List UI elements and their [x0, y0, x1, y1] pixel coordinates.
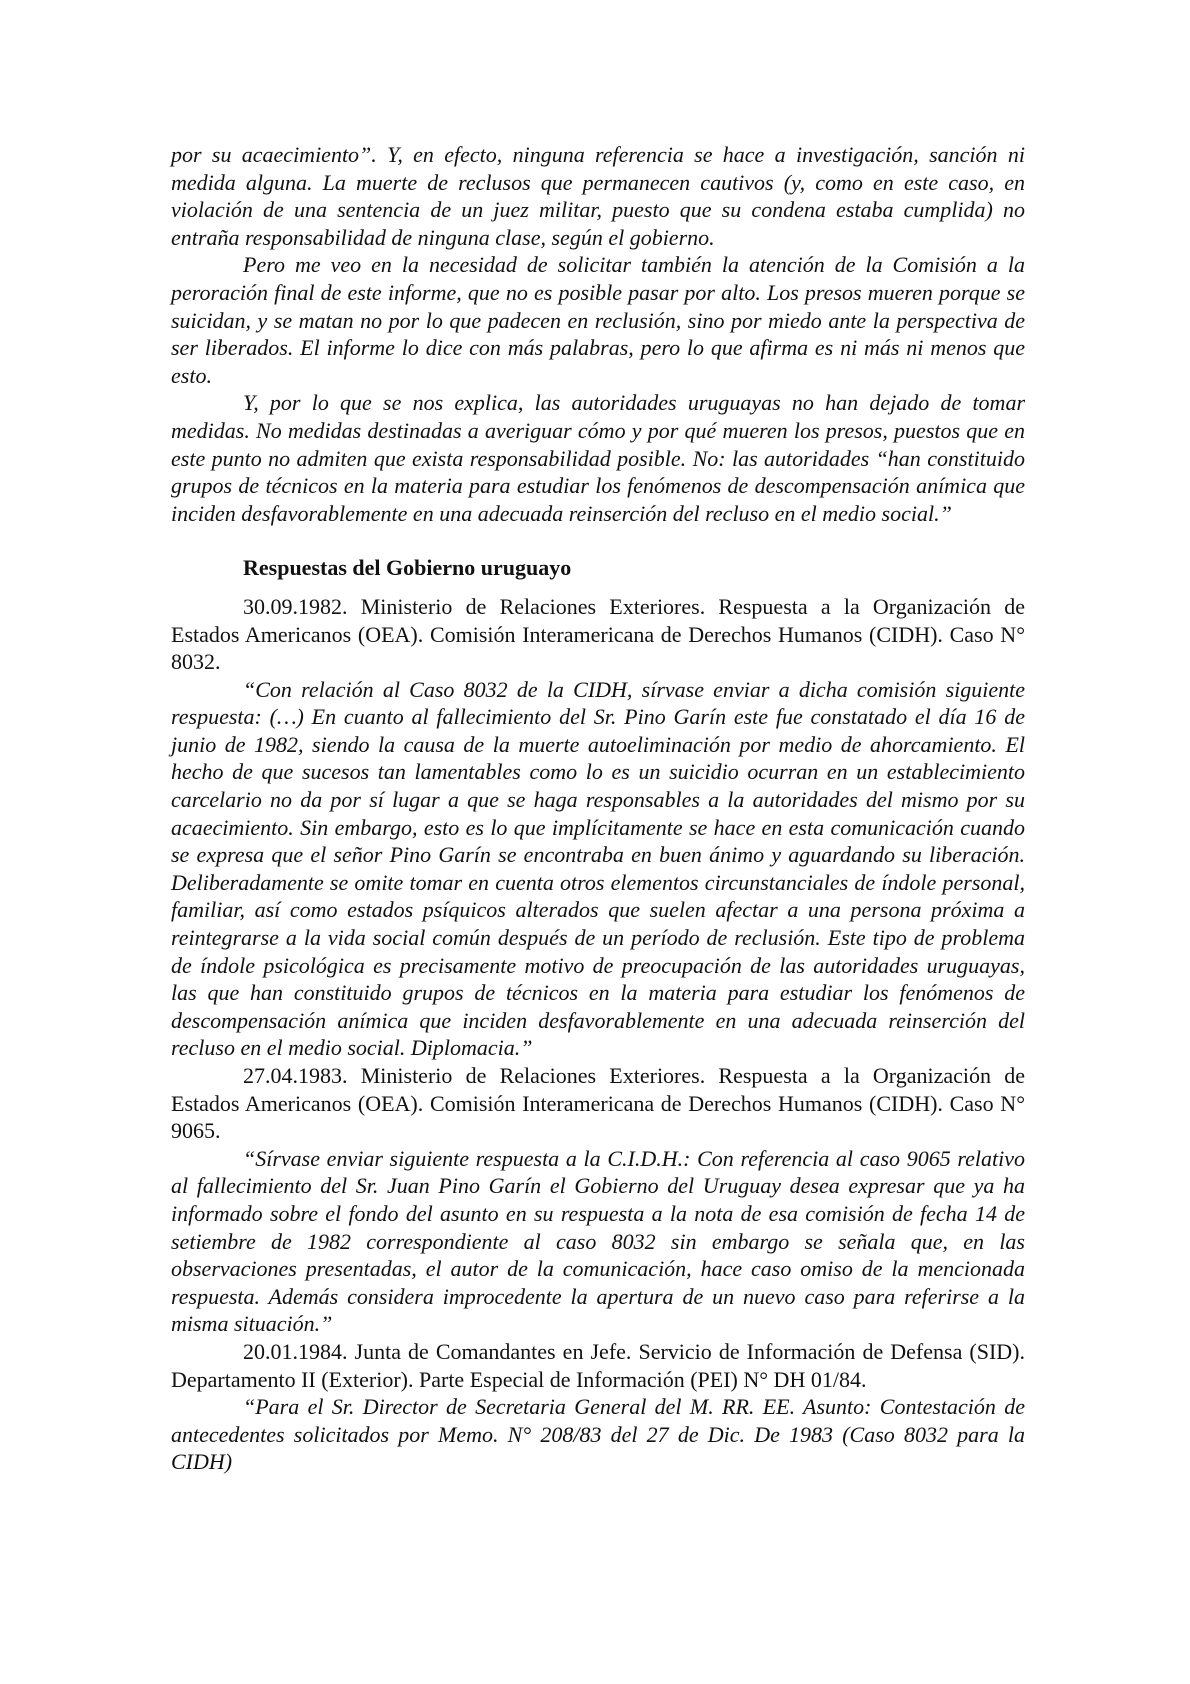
document-page	[171, 141, 1025, 1476]
entry-3-header: 20.01.1984. Junta de Comandantes en Jefe. Servicio de Información de Defensa (SID). Departamento II (Exterior). Parte Especial de Información (PEI) N° DH 01/84.	[171, 1338, 1025, 1392]
entry-2-quote: “Sírvase enviar siguiente respuesta a la C.I.D.H.: Con referencia al caso 9065 relativo al fallecimiento del Sr. Juan Pino Garín el Gobierno del Uruguay desea expresar que ya ha informado sobre el fondo del asunto en su respuesta a la nota de esa comisión de fecha 14 de setiembre de 1982 correspondiente al caso 8032 sin embargo se señala que, en las observaciones presentadas, el autor de la comunicación, hace caso omiso de la mencionada respuesta. Además considera improcedente la apertura de un nuevo caso para referirse a la misma situación.”	[171, 1145, 1025, 1337]
intro-paragraph-2: Pero me veo en la necesidad de solicitar también la atención de la Comisión a la peroración final de este informe, que no es posible pasar por alto. Los presos mueren porque se suicidan, y se matan no por lo que padecen en reclusión, sino por miedo ante la perspectiva de ser liberados. El informe lo dice con más palabras, pero lo que afirma es ni más ni menos que esto.	[171, 252, 1025, 388]
section-heading: Respuestas del Gobierno uruguayo	[243, 555, 572, 581]
entry-2-header: 27.04.1983. Ministerio de Relaciones Exteriores. Respuesta a la Organización de Estados Americanos (OEA). Comisión Interamericana de Derechos Humanos (CIDH). Caso N° 9065.	[171, 1063, 1025, 1144]
intro-paragraph-1: por su acaecimiento”. Y, en efecto, ninguna referencia se hace a investigación, sanción ni medida alguna. La muerte de reclusos que permanecen cautivos (y, como en este caso, en violación de una sentencia de un juez militar, puesto que su condena estaba cumplida) no entraña responsabilidad de ninguna clase, según el gobierno.	[171, 142, 1025, 250]
entry-3-quote: “Para el Sr. Director de Secretaria General del M. RR. EE. Asunto: Contestación de antecedentes solicitados por Memo. N° 208/83 del 27 de Dic. De 1983 (Caso 8032 para la CIDH)	[171, 1394, 1025, 1475]
intro-paragraph-3: Y, por lo que se nos explica, las autoridades uruguayas no han dejado de tomar medidas. No medidas destinadas a averiguar cómo y por qué mueren los presos, puestos que en este punto no admiten que exista responsabilidad posible. No: las autoridades “han constituido grupos de técnicos en la materia para estudiar los fenómenos de descompensación anímica que inciden desfavorablemente en una adecuada reinserción del recluso en el medio social.”	[171, 390, 1025, 526]
entry-1-header: 30.09.1982. Ministerio de Relaciones Exteriores. Respuesta a la Organización de Estados Americanos (OEA). Comisión Interamericana de Derechos Humanos (CIDH). Caso N° 8032.	[171, 593, 1025, 675]
entry-1-quote: “Con relación al Caso 8032 de la CIDH, sírvase enviar a dicha comisión siguiente respuesta: (…) En cuanto al fallecimiento del Sr. Pino Garín este fue constatado el día 16 de junio de 1982, siendo la causa de la muerte autoeliminación por medio de ahorcamiento. El hecho de que sucesos tan lamentables como lo es un suicidio ocurran en un establecimiento carcelario no da por sí lugar a que se haga responsables a la autoridades del mismo por su acaecimiento. Sin embargo, esto es lo que implícitamente se hace en esta comunicación cuando se expresa que el señor Pino Garín se encontraba en buen ánimo y aguardando su liberación. Deliberadamente se omite tomar en cuenta otros elementos circunstanciales de índole personal, familiar, así como estados psíquicos alterados que suelen afectar a una persona próxima a reintegrarse a la vida social común después de un período de reclusión. Este tipo de problema de índole psicológica es precisamente motivo de preocupación de las autoridades uruguayas, las que han constituido grupos de técnicos en la materia para estudiar los fenómenos de descompensación anímica que inciden desfavorablemente en una adecuada reinserción del recluso en el medio social. Diplomacia.”	[171, 676, 1025, 1061]
